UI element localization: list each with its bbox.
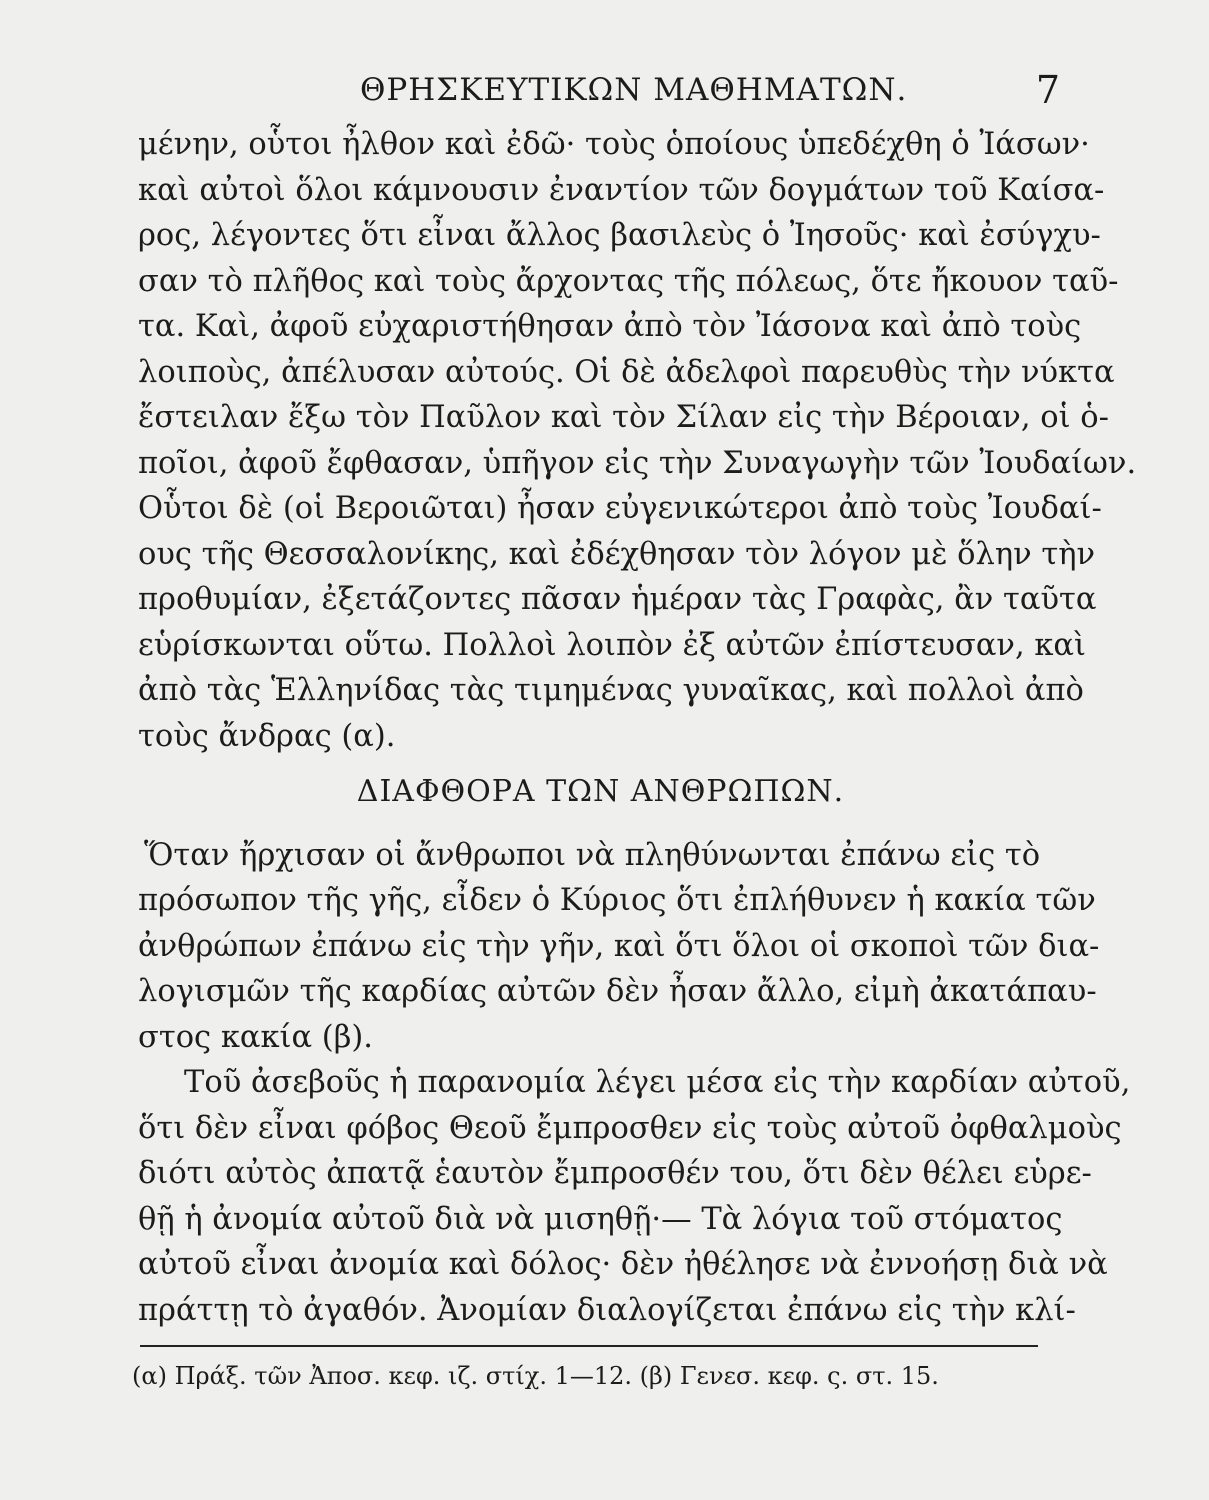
paragraph	[138, 122, 1137, 759]
paragraph	[138, 833, 1100, 1061]
text-line: εὑρίσκωνται οὕτω. Πολλοὶ λοιπὸν ἐξ αὐτῶν ἐπίστευσαν, καὶ	[138, 627, 1086, 663]
text-line: προθυμίαν, ἐξετάζοντες πᾶσαν ἡμέραν τὰς Γραφὰς, ἂν ταῦτα	[138, 582, 1097, 617]
text-line: διότι αὐτὸς ἀπατᾷ ἑαυτὸν ἔμπροσθέν του, ὅτι δὲν θέλει εὑρε-	[138, 1156, 1092, 1191]
text-line: ρος, λέγοντες ὅτι εἶναι ἄλλος βασιλεὺς ὁ Ἰησοῦς· καὶ ἐσύγχυ-	[138, 218, 1101, 253]
page-header	[140, 68, 1060, 116]
text-line: πρόσωπον τῆς γῆς, εἶδεν ὁ Κύριος ὅτι ἐπλήθυνεν ἡ κακία τῶν	[138, 883, 1096, 918]
text-line: καὶ αὐτοὶ ὅλοι κάμνουσιν ἐναντίον τῶν δογμάτων τοῦ Καίσα-	[138, 172, 1105, 208]
text-line: Οὗτοι δὲ (οἱ Βεροιῶται) ἦσαν εὐγενικώτεροι ἀπὸ τοὺς Ἰουδαί-	[138, 491, 1102, 526]
text-line: λογισμῶν τῆς καρδίας αὐτῶν δὲν ἦσαν ἄλλο, εἰμὴ ἀκατάπαυ-	[138, 974, 1097, 1009]
page-body	[138, 122, 1137, 1333]
text-line: αὐτοῦ εἶναι ἀνομία καὶ δόλος· δὲν ἠθέλησε νὰ ἐννοήσῃ διὰ νὰ	[138, 1247, 1108, 1282]
text-line: ους τῆς Θεσσαλονίκης, καὶ ἐδέχθησαν τὸν λόγον μὲ ὅλην τὴν	[138, 536, 1096, 572]
section-heading: ΔΙΑΦΘΟΡΑ ΤΩΝ ΑΝΘΡΩΠΩΝ.	[356, 774, 845, 809]
text-line: ἀνθρώπων ἐπάνω εἰς τὴν γῆν, καὶ ὅτι ὅλοι οἱ σκοποὶ τῶν δια-	[138, 928, 1100, 964]
text-line: ἔστειλαν ἔξω τὸν Παῦλον καὶ τὸν Σίλαν εἰς τὴν Βέροιαν, οἱ ὁ-	[138, 400, 1109, 435]
running-title: ΘΡΗΣΚΕΥΤΙΚΩΝ ΜΑΘΗΜΑΤΩΝ.	[360, 72, 908, 108]
text-line: ὅτι δὲν εἶναι φόβος Θεοῦ ἔμπροσθεν εἰς τοὺς αὐτοῦ ὀφθαλμοὺς	[138, 1110, 1122, 1146]
text-line: ἀπὸ τὰς Ἑλληνίδας τὰς τιμημένας γυναῖκας, καὶ πολλοὶ ἀπὸ	[138, 673, 1084, 708]
text-line: Ὅταν ἤρχισαν οἱ ἄνθρωποι νὰ πληθύνωνται ἐπάνω εἰς τὸ	[144, 837, 1041, 873]
text-line: τοὺς ἄνδρας (α).	[138, 718, 396, 754]
text-line: θῇ ἡ ἀνομία αὐτοῦ διὰ νὰ μισηθῇ·— Τὰ λόγια τοῦ στόματος	[138, 1201, 1063, 1237]
footnote-rule	[140, 1345, 1038, 1347]
text-line: ποῖοι, ἀφοῦ ἔφθασαν, ὑπῆγον εἰς τὴν Συναγωγὴν τῶν Ἰουδαίων.	[138, 445, 1137, 481]
page-number: 7	[1035, 68, 1060, 112]
text-line: Τοῦ ἀσεβοῦς ἡ παρανομία λέγει μέσα εἰς τὴν καρδίαν αὐτοῦ,	[184, 1065, 1131, 1100]
text-line: τα. Καὶ, ἀφοῦ εὐχαριστήθησαν ἀπὸ τὸν Ἰάσονα καὶ ἀπὸ τοὺς	[138, 309, 1082, 344]
footnote: (α) Πράξ. τῶν Ἀποσ. κεφ. ιζ. στίχ. 1—12. (β) Γενεσ. κεφ. ς. στ. 15.	[132, 1362, 939, 1390]
text-line: μένην, οὗτοι ἦλθον καὶ ἐδῶ· τοὺς ὁποίους ὑπεδέχθη ὁ Ἰάσων·	[138, 127, 1090, 162]
text-line: στος κακία (β).	[138, 1019, 373, 1055]
text-line: πράττῃ τὸ ἀγαθόν. Ἀνομίαν διαλογίζεται ἐπάνω εἰς τὴν κλί-	[138, 1292, 1076, 1328]
paragraph	[138, 1060, 1131, 1333]
text-line: λοιποὺς, ἀπέλυσαν αὐτούς. Οἱ δὲ ἀδελφοὶ παρευθὺς τὴν νύκτα	[138, 354, 1115, 390]
text-line: σαν τὸ πλῆθος καὶ τοὺς ἄρχοντας τῆς πόλεως, ὅτε ἤκουον ταῦ-	[138, 263, 1119, 299]
